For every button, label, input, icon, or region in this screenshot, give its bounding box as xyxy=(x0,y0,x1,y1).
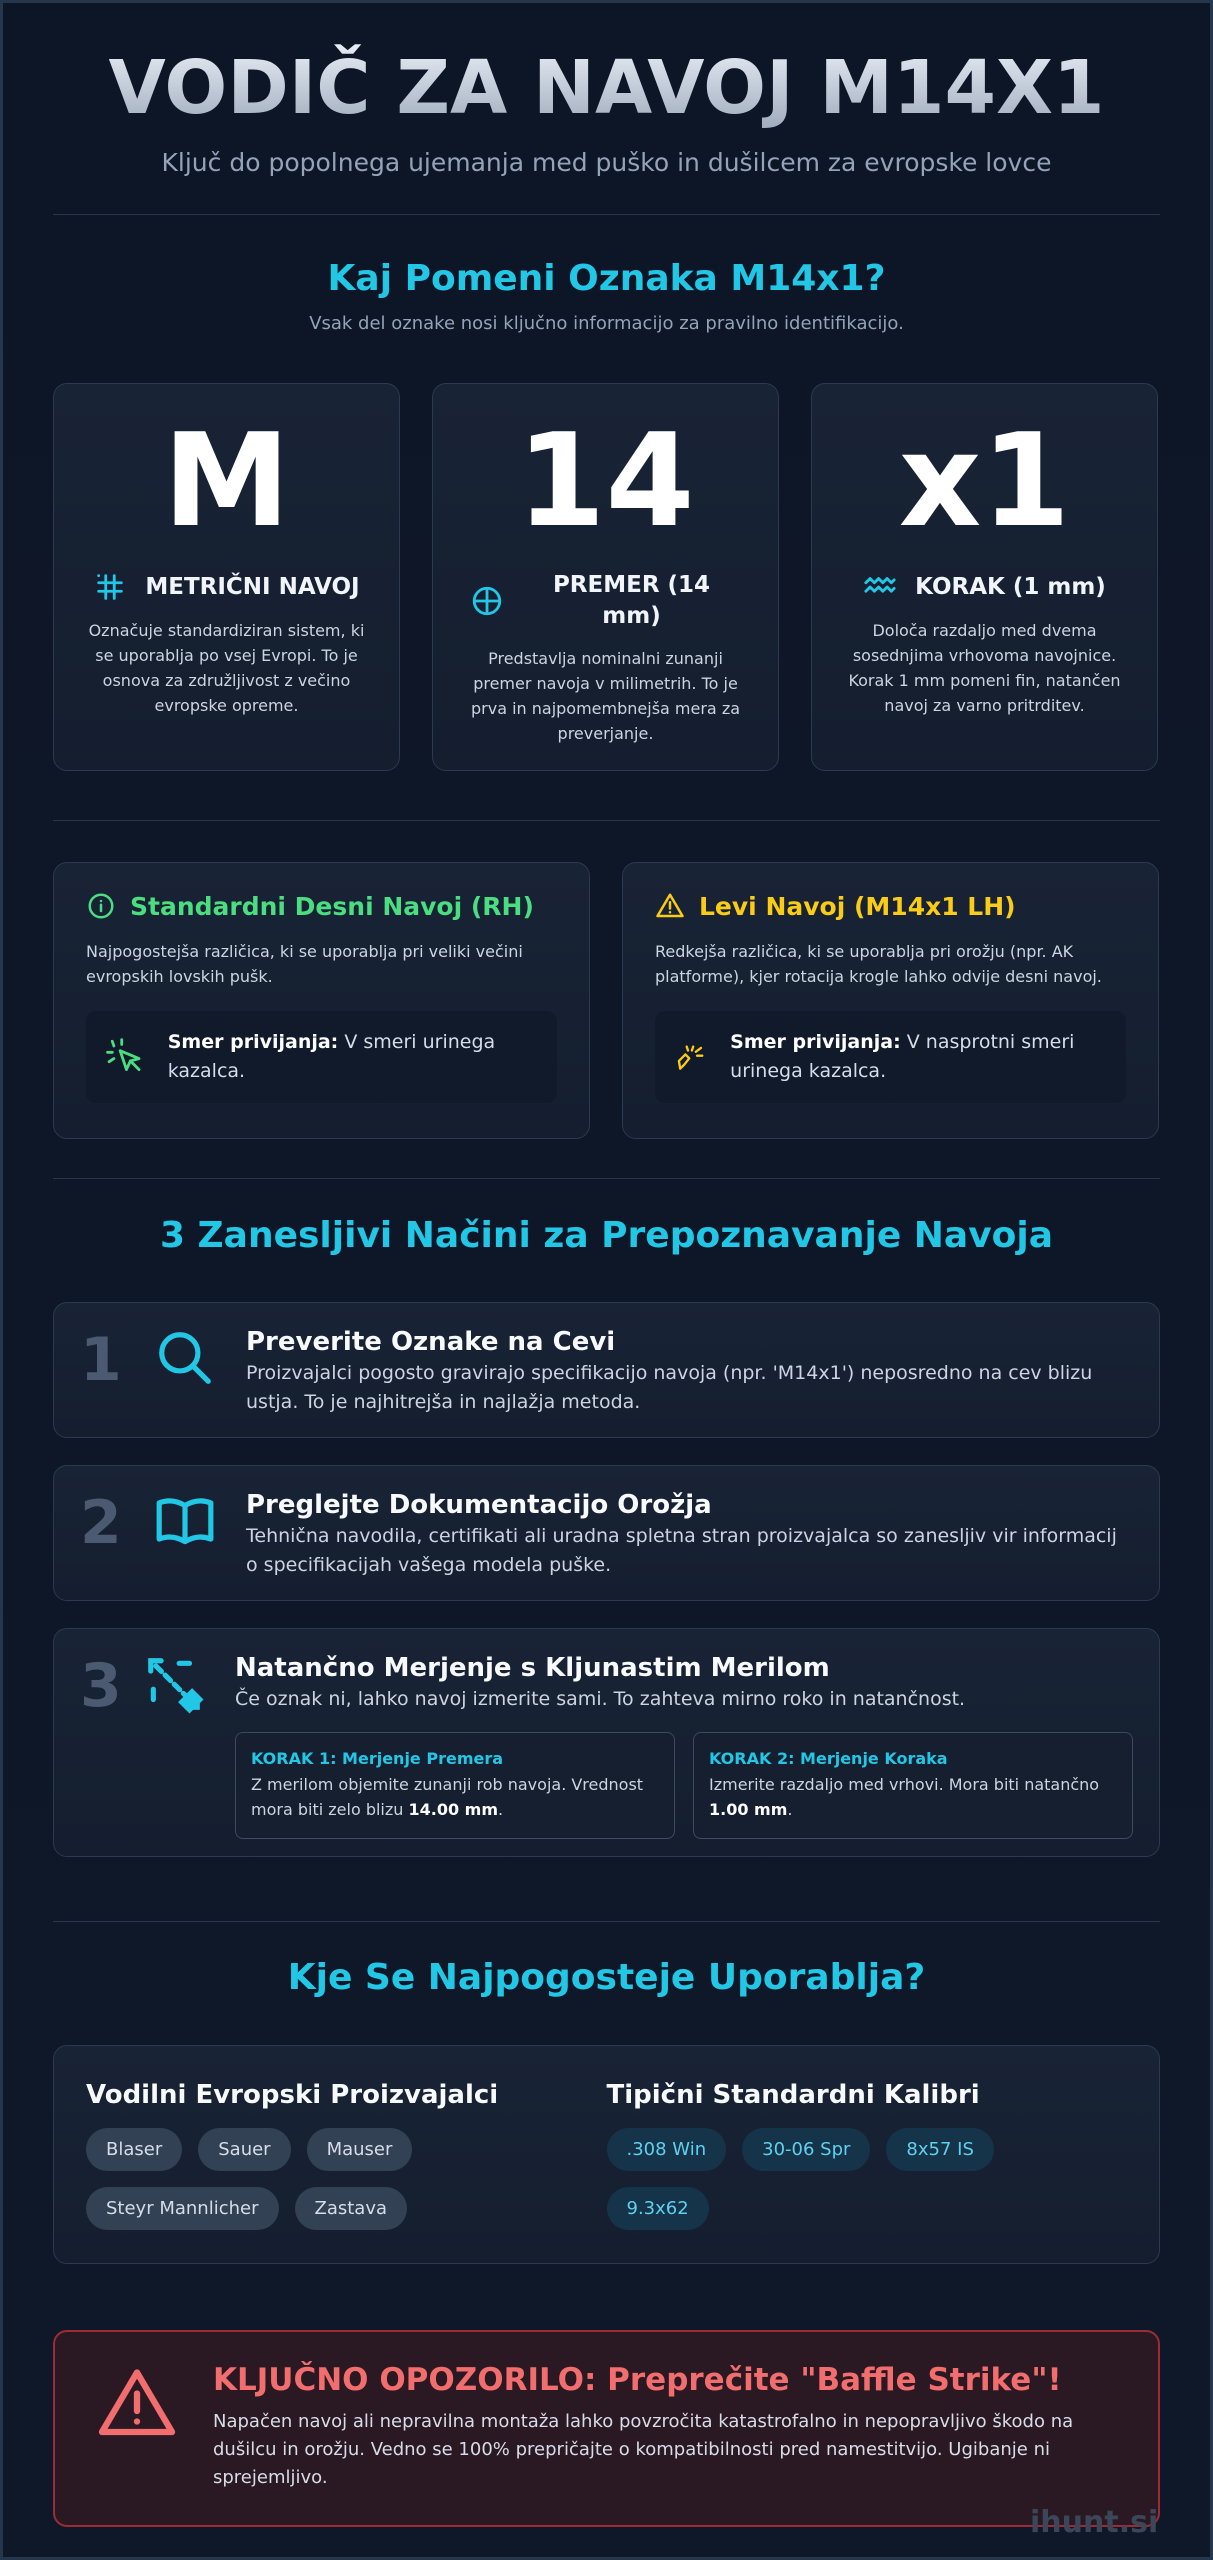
usage-card xyxy=(53,2045,1160,2264)
caliber-tag: .308 Win xyxy=(607,2128,727,2171)
step-title: KORAK 2: Merjenje Koraka xyxy=(709,1749,948,1768)
caliber-tag: 8x57 IS xyxy=(886,2128,993,2171)
screw-direction-text xyxy=(168,1028,537,1086)
thread-directions xyxy=(53,862,1160,1139)
manufacturer-tag: Zastava xyxy=(295,2187,408,2230)
step-value: 14.00 mm xyxy=(408,1800,499,1819)
step-text xyxy=(709,1772,1117,1822)
method-title: Preglejte Dokumentacijo Orožja xyxy=(246,1490,712,1520)
counter-clockwise-hand-icon xyxy=(675,1036,706,1078)
page-header xyxy=(53,42,1160,177)
method-number: 2 xyxy=(80,1488,122,1558)
step-text-end: . xyxy=(498,1800,504,1819)
part-card-diameter xyxy=(432,383,779,771)
screw-direction-label: Smer privijanja: xyxy=(730,1031,901,1053)
part-description: Označuje standardiziran sistem, ki se uporablja po vsej Evropi. To je osnova za združljivost z večino evropske opreme. xyxy=(88,621,365,715)
method-description: Tehnična navodila, certifikati ali uradna spletna stran proizvajalca so zanesljiv vir informacij o specifikacijah vašega modela puške. xyxy=(246,1525,1117,1576)
caliber-tag: 30-06 Spr xyxy=(742,2128,870,2171)
wave-pitch-icon xyxy=(863,570,897,604)
calibers-column xyxy=(607,2080,1128,2229)
divider xyxy=(53,214,1160,215)
screw-direction-label: Smer privijanja: xyxy=(167,1031,339,1053)
search-icon xyxy=(154,1327,216,1389)
method-description: Proizvajalci pogosto gravirajo specifikacijo navoja (npr. 'M14x1') neposredno na cev blizu ustja. To je najhitrejša in najlažja metoda. xyxy=(246,1362,1093,1413)
method-title: Preverite Oznake na Cevi xyxy=(246,1327,616,1357)
manufacturers-title: Vodilni Evropski Proizvajalci xyxy=(86,2080,499,2110)
step-pitch xyxy=(693,1732,1133,1839)
section-title: Kje Se Najpogosteje Uporablja? xyxy=(287,1957,926,1998)
warning-description: Napačen navoj ali nepravilna montaža lahko povzročita katastrofalno in nepopravljivo škodo na dušilcu in orožju. Vedno se 100% prepričajte o kompatibilnosti pred namestitvijo. Ugibanje ni sprejemljivo. xyxy=(213,2411,1074,2488)
warning-title: KLJUČNO OPOZORILO: Preprečite "Baffle Strike"! xyxy=(213,2362,1062,2398)
caliper-measure-icon xyxy=(143,1653,205,1715)
left-thread-description: Redkejša različica, ki se uporablja pri orožju (npr. AK platforme), kjer rotacija krogle lahko odvije desni navoj. xyxy=(655,942,1102,986)
usage-section-header xyxy=(53,1957,1160,1998)
method-number: 3 xyxy=(80,1651,122,1721)
site-watermark: ihunt.si xyxy=(1030,2505,1159,2540)
book-icon xyxy=(154,1490,216,1552)
divider xyxy=(53,820,1160,821)
part-card-metric xyxy=(53,383,400,771)
part-glyph: x1 xyxy=(898,407,1071,556)
part-card-pitch xyxy=(811,383,1158,771)
right-thread-description: Najpogostejša različica, ki se uporablja pri veliki večini evropskih lovskih pušk. xyxy=(86,942,523,986)
caliber-tags xyxy=(607,2128,1107,2230)
part-name: PREMER (14 mm) xyxy=(552,572,711,629)
divider xyxy=(53,1921,1160,1922)
caliber-tag: 9.3x62 xyxy=(607,2187,709,2230)
manufacturer-tag: Sauer xyxy=(198,2128,290,2171)
method-card-3 xyxy=(53,1628,1160,1857)
step-value: 1.00 mm xyxy=(709,1800,788,1819)
method-card-1 xyxy=(53,1302,1160,1438)
manufacturer-tag: Blaser xyxy=(86,2128,182,2171)
screw-direction-text xyxy=(730,1028,1106,1086)
step-title: KORAK 1: Merjenje Premera xyxy=(251,1749,504,1768)
calibers-title: Tipični Standardni Kalibri xyxy=(606,2080,980,2110)
step-diameter xyxy=(235,1732,675,1839)
page-title: VODIČ ZA NAVOJ M14X1 xyxy=(53,42,1160,134)
critical-warning xyxy=(53,2330,1160,2527)
method-description: Če oznak ni, lahko navoj izmerite sami. To zahteva mirno roko in natančnost. xyxy=(235,1688,966,1710)
left-thread-title: Levi Navoj (M14x1 LH) xyxy=(699,891,1016,921)
left-hand-thread-card xyxy=(622,862,1159,1139)
part-glyph: 14 xyxy=(516,407,695,556)
methods-section-header xyxy=(53,1215,1160,1256)
manufacturer-tag: Steyr Mannlicher xyxy=(86,2187,279,2230)
page-subtitle: Ključ do popolnega ujemanja med puško in dušilcem za evropske lovce xyxy=(161,148,1052,177)
screw-direction-value: V nasprotni smeri urinega kazalca. xyxy=(730,1031,1075,1082)
method-number: 1 xyxy=(80,1325,122,1395)
method-title: Natančno Merjenje s Kljunastim Merilom xyxy=(235,1653,830,1683)
screw-direction-box xyxy=(86,1011,557,1103)
warning-triangle-icon xyxy=(655,891,685,921)
step-text-end: . xyxy=(787,1800,793,1819)
step-text-body: Z merilom objemite zunanji rob navoja. Vrednost mora biti zelo blizu xyxy=(251,1775,644,1819)
meaning-section-header xyxy=(53,258,1160,334)
part-name: KORAK (1 mm) xyxy=(915,573,1106,600)
divider xyxy=(53,1178,1160,1179)
manufacturer-tags xyxy=(86,2128,586,2230)
part-name: METRIČNI NAVOJ xyxy=(145,573,360,600)
part-description: Določa razdaljo med dvema sosednjima vrhovoma navojnice. Korak 1 mm pomeni fin, natančen navoj za varno pritrditev. xyxy=(848,621,1121,715)
method-card-2 xyxy=(53,1465,1160,1601)
manufacturers-column xyxy=(86,2080,607,2229)
alert-triangle-icon xyxy=(95,2362,179,2446)
step-text xyxy=(251,1772,659,1822)
designation-parts xyxy=(53,383,1160,771)
section-title: Kaj Pomeni Oznaka M14x1? xyxy=(327,258,886,299)
right-thread-title: Standardni Desni Navoj (RH) xyxy=(130,891,534,921)
step-text-body: Izmerite razdaljo med vrhovi. Mora biti natančno xyxy=(709,1775,1100,1794)
info-circle-icon xyxy=(86,891,116,921)
crosshair-circle-icon xyxy=(470,584,504,618)
manufacturer-tag: Mauser xyxy=(307,2128,413,2171)
screw-direction-value: V smeri urinega kazalca. xyxy=(167,1031,496,1082)
hash-grid-icon xyxy=(93,570,127,604)
clockwise-pointer-icon xyxy=(106,1036,144,1078)
screw-direction-box xyxy=(655,1011,1126,1103)
section-subtitle: Vsak del oznake nosi ključno informacijo za pravilno identifikacijo. xyxy=(309,313,904,334)
part-glyph: M xyxy=(162,407,291,556)
section-title: 3 Zanesljivi Načini za Prepoznavanje Navoja xyxy=(159,1215,1054,1256)
measurement-steps xyxy=(235,1732,1133,1839)
right-hand-thread-card xyxy=(53,862,590,1139)
part-description: Predstavlja nominalni zunanji premer navoja v milimetrih. To je prva in najpomembnejša mera za preverjanje. xyxy=(470,649,741,743)
